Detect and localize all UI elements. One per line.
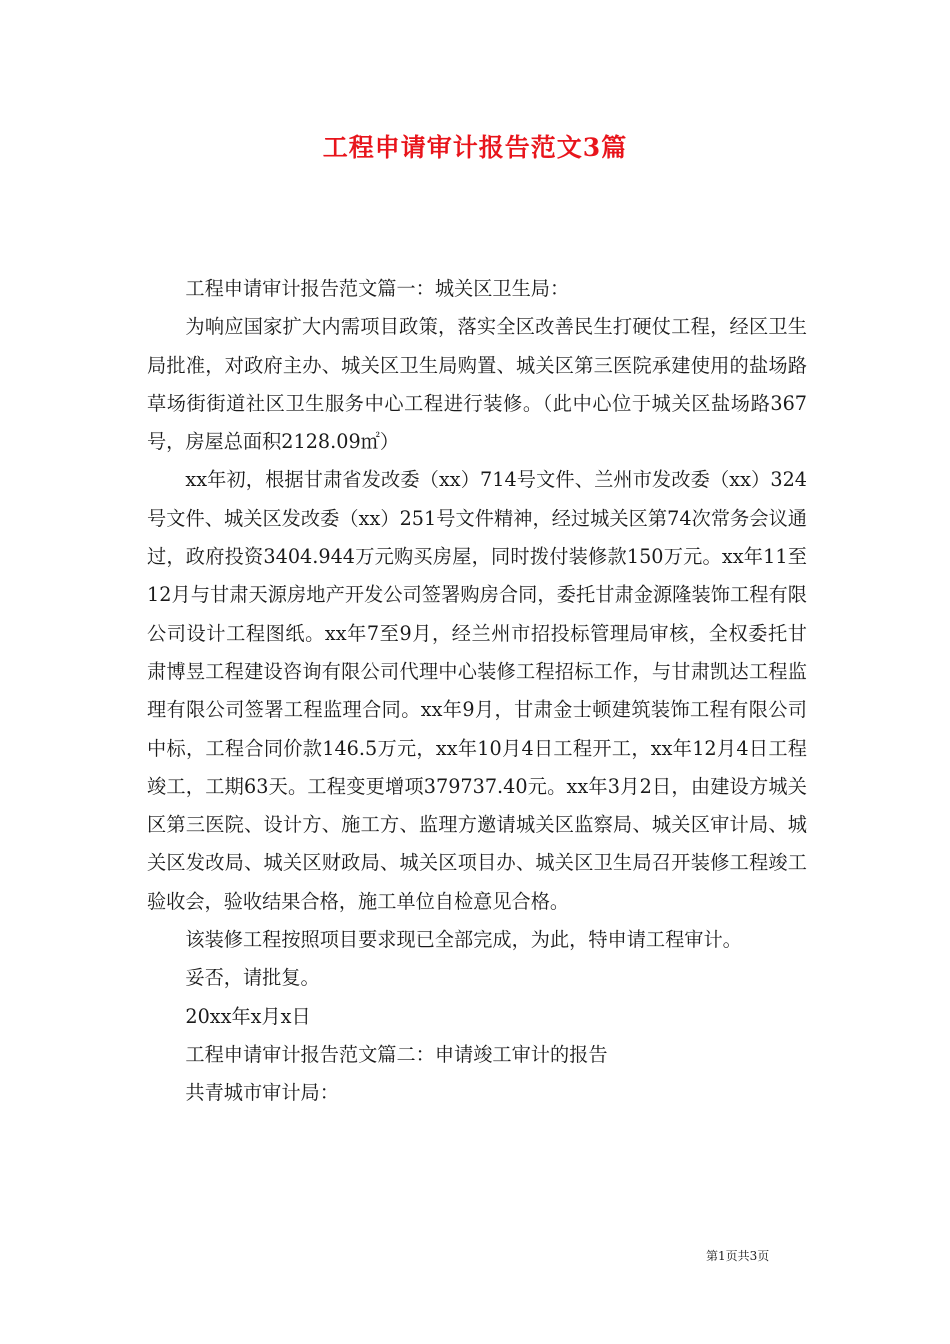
paragraph-heading-two: 工程申请审计报告范文篇二：申请竣工审计的报告 — [185, 1042, 608, 1066]
paragraph-history: xx年初，根据甘肃省发改委（xx）714号文件、兰州市发改委（xx）324号文件、城关区发改委（xx）251号文件精神，经过城关区第74次常务会议通过，政府投资3404.944万元购买房屋，同时拨付装修款150万元。xx年11至12月与甘肃天源房地产开发公司签署购房合同，委托甘肃金源隆装饰工程有限公司设计工程图纸。xx年7至9月，经兰州市招投标管理局审核，全权委托甘肃博昱工程建设咨询有限公司代理中心装修工程招标工作，与甘肃凯达工程监理有限公司签署工程监理合同。xx年9月，甘肃金士顿建筑装饰工程有限公司中标，工程合同价款146.5万元，xx年10月4日工程开工，xx年12月4日工程竣工，工期63天。工程变更增项379737.40元。xx年3月2日，由建设方城关区第三医院、设计方、施工方、监理方邀请城关区监察局、城关区审计局、城关区发改局、城关区财政局、城关区项目办、城关区卫生局召开装修工程竣工验收会，验收结果合格，施工单位自检意见合格。 — [147, 468, 807, 913]
paragraph-request: 该装修工程按照项目要求现已全部完成，为此，特申请工程审计。 — [185, 928, 742, 952]
paragraph-closing: 妥否，请批复。 — [185, 966, 320, 990]
paragraph-purpose: 为响应国家扩大内需项目政策，落实全区改善民生打硬仗工程，经区卫生局批准，对政府主办、城关区卫生局购置、城关区第三医院承建使用的盐场路草场街街道社区卫生服务中心工程进行装修。（此中心位于城关区盐场路367号，房屋总面积2128.09㎡） — [147, 315, 807, 454]
paragraph-addressee: 共青城市审计局： — [185, 1081, 339, 1105]
paragraph-heading-one: 工程申请审计报告范文篇一：城关区卫生局： — [185, 277, 570, 300]
document-body — [147, 270, 807, 1113]
page-number-footer: 第1页共3页 — [706, 1249, 770, 1263]
paragraph-date: 20xx年x月x日 — [185, 1004, 311, 1028]
page-title: 工程申请审计报告范文3篇 — [322, 133, 628, 162]
